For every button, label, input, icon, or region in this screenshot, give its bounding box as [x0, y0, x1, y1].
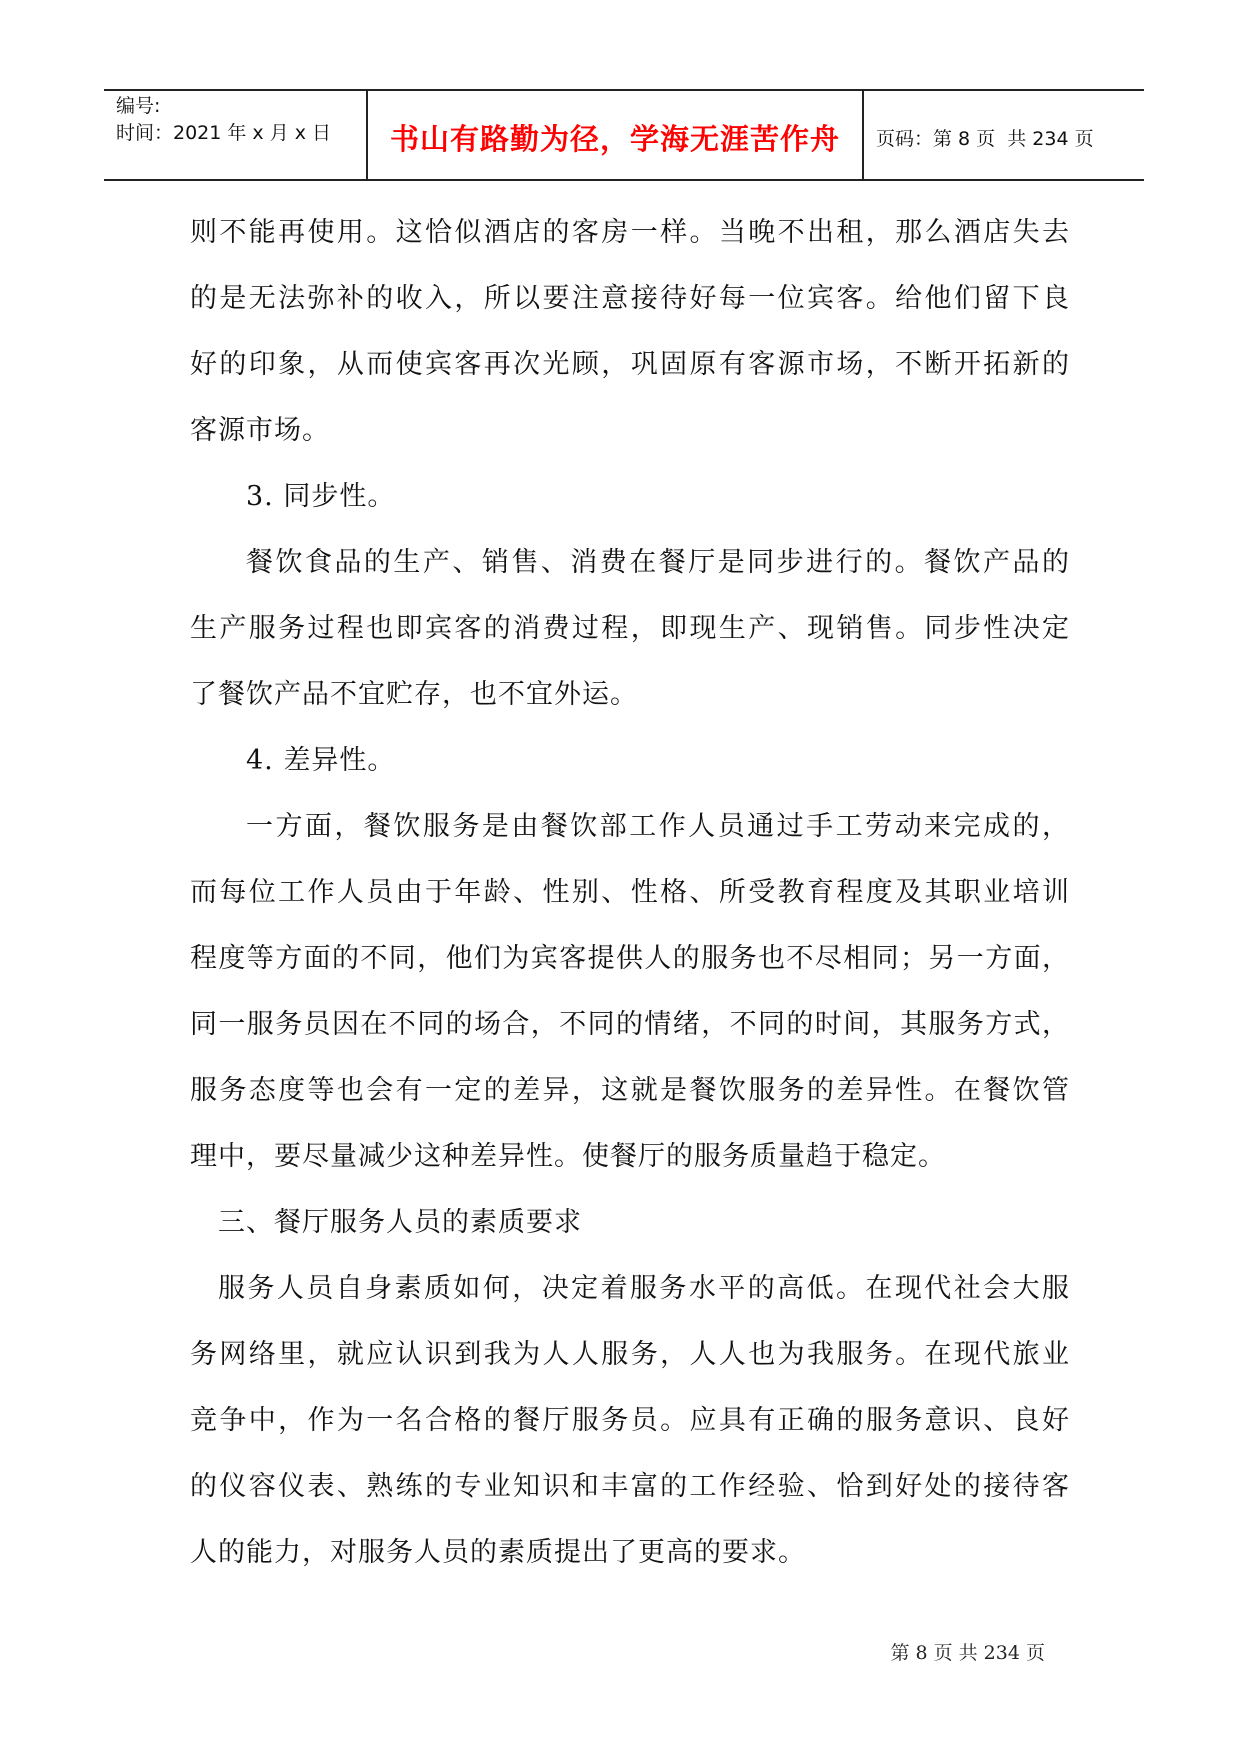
body-line: 程度等方面的不同，他们为宾客提供人的服务也不尽相同；另一方面，: [190, 943, 1070, 974]
page-footer: [0, 1638, 1241, 1665]
header-motto: 书山有路勤为径，学海无涯苦作舟: [368, 91, 864, 179]
body-line: 餐饮食品的生产、销售、消费在餐厅是同步进行的。餐饮产品的: [246, 547, 1070, 578]
body-line: 人的能力，对服务人员的素质提出了更高的要求。: [190, 1537, 806, 1568]
body-line: 务网络里，就应认识到我为人人服务，人人也为我服务。在现代旅业: [190, 1339, 1070, 1370]
body-line: 服务人员自身素质如何，决定着服务水平的高低。在现代社会大服: [218, 1273, 1070, 1304]
header-page-info-cell: [864, 91, 1144, 179]
chapter-heading: 三、餐厅服务人员的素质要求: [218, 1207, 582, 1238]
body-line: 好的印象，从而使宾客再次光顾，巩固原有客源市场，不断开拓新的: [190, 349, 1070, 380]
section-heading: 4. 差异性。: [246, 745, 396, 776]
section-heading: 3. 同步性。: [246, 481, 396, 512]
body-line: 了餐饮产品不宜贮存，也不宜外运。: [190, 679, 638, 710]
body-line: 同一服务员因在不同的场合，不同的情绪，不同的时间，其服务方式，: [190, 1009, 1070, 1040]
header-page-info: 页码：第 8 页 共 234 页: [876, 127, 1094, 150]
body-line: 竞争中，作为一名合格的餐厅服务员。应具有正确的服务意识、良好: [190, 1405, 1070, 1436]
body-line: 则不能再使用。这恰似酒店的客房一样。当晚不出租，那么酒店失去: [190, 217, 1070, 248]
footer-page-number: 第 8 页 共 234 页: [890, 1642, 1045, 1664]
document-header: [104, 89, 1144, 181]
body-line: 的仪容仪表、熟练的专业知识和丰富的工作经验、恰到好处的接待客: [190, 1471, 1070, 1502]
body-line: 理中，要尽量减少这种差异性。使餐厅的服务质量趋于稳定。: [190, 1141, 946, 1172]
document-number-label: 编号:: [116, 95, 161, 117]
body-line: 一方面，餐饮服务是由餐饮部工作人员通过手工劳动来完成的，: [246, 811, 1070, 842]
document-time-label: 时间：2021 年 x 月 x 日: [116, 122, 332, 144]
body-line: 的是无法弥补的收入，所以要注意接待好每一位宾客。给他们留下良: [190, 283, 1070, 314]
header-meta-cell: [104, 91, 368, 179]
body-line: 服务态度等也会有一定的差异，这就是餐饮服务的差异性。在餐饮管: [190, 1075, 1070, 1106]
document-body: [190, 218, 1070, 1604]
body-line: 客源市场。: [190, 415, 330, 446]
body-line: 生产服务过程也即宾客的消费过程，即现生产、现销售。同步性决定: [190, 613, 1070, 644]
body-line: 而每位工作人员由于年龄、性别、性格、所受教育程度及其职业培训: [190, 877, 1070, 908]
